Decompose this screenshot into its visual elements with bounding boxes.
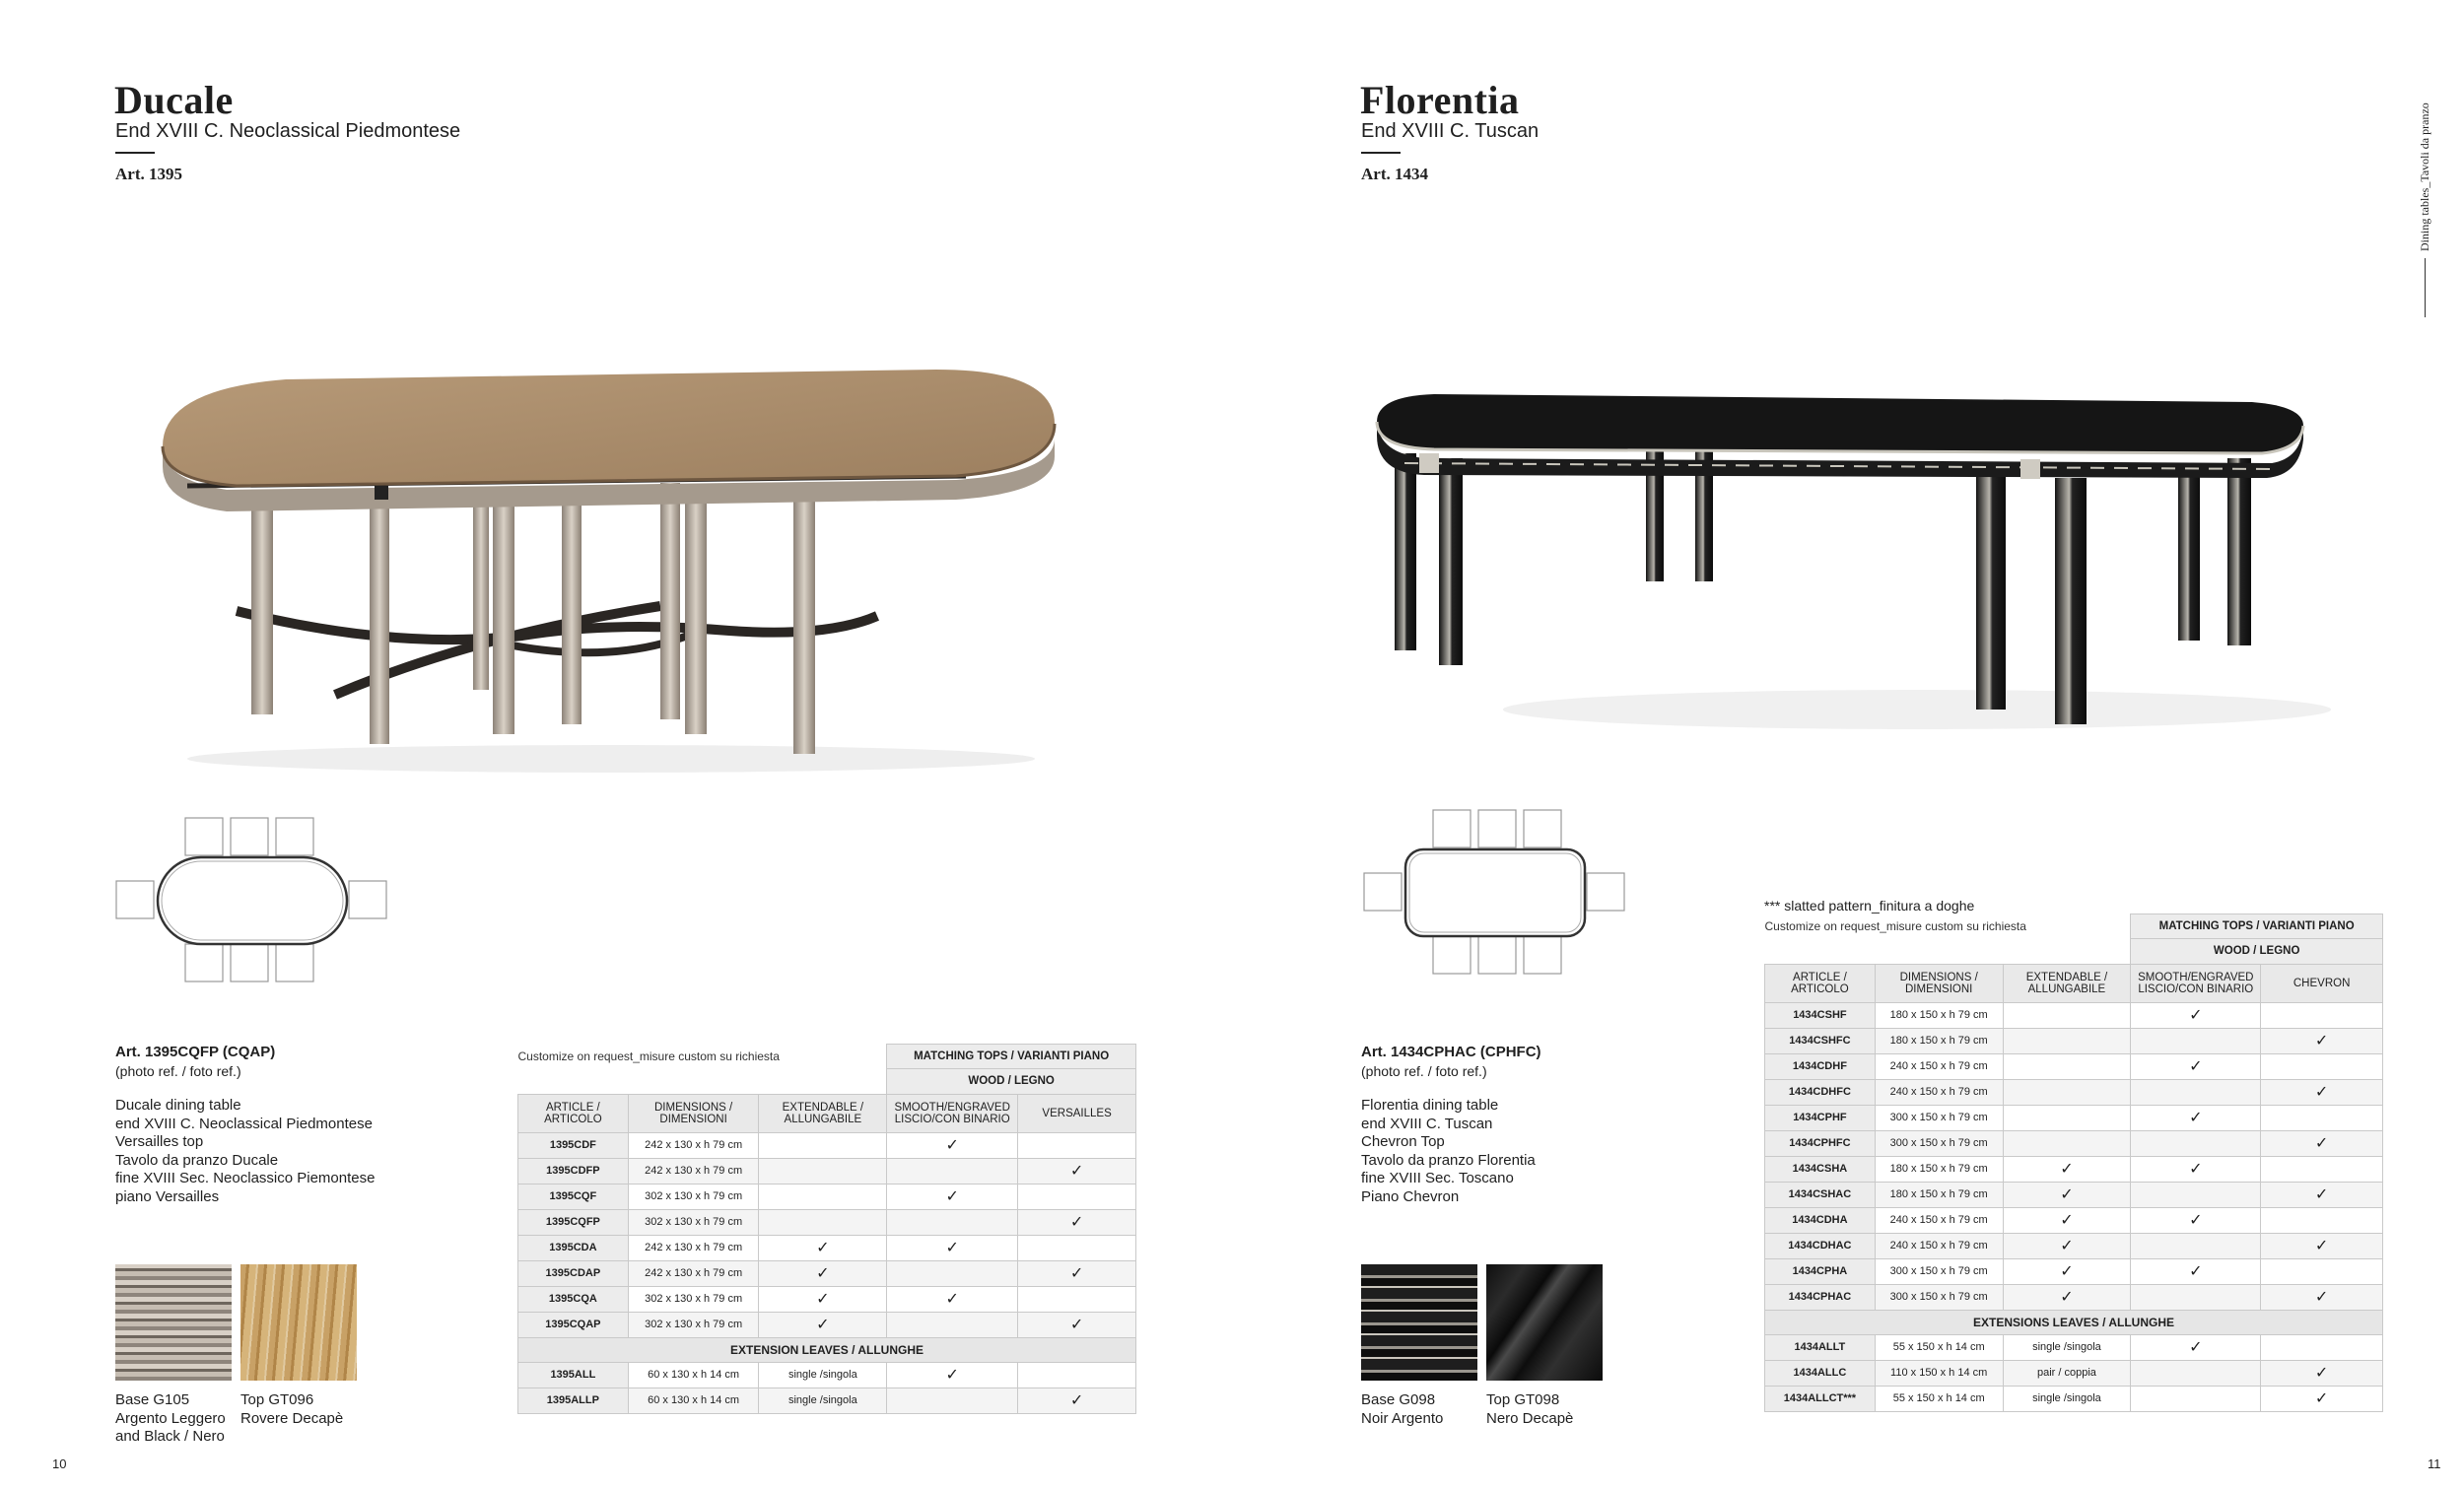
florentia-seating-diagram xyxy=(1362,808,1628,976)
table-row xyxy=(1765,1207,2383,1233)
swatch-base-g105-label: Base G105 Argento Leggero and Black / Nero xyxy=(115,1391,226,1445)
table-cell xyxy=(2003,1079,2131,1105)
swatch-top-gt096-label: Top GT096 Rovere Decapè xyxy=(240,1391,344,1427)
table-cell: ✓ xyxy=(759,1312,887,1337)
table-row xyxy=(518,1184,1136,1209)
table-cell: single /singola xyxy=(2003,1386,2131,1411)
swatch-top-gt098 xyxy=(1486,1264,1603,1381)
ducale-art: Art. 1395 xyxy=(115,165,182,183)
table-cell xyxy=(887,1209,1018,1235)
table-cell: 300 x 150 x h 79 cm xyxy=(1875,1105,2003,1130)
article-code-cell: 1434CPHFC xyxy=(1765,1130,1876,1156)
florentia-rule xyxy=(1361,152,1401,154)
table-cell: ✓ xyxy=(2131,1053,2261,1079)
table-cell: 242 x 130 x h 79 cm xyxy=(628,1235,759,1260)
table-header-row: ARTICLE / ARTICOLO DIMENSIONS / DIMENSIONI EXTENDABLE / ALLUNGABILE SMOOTH/ENGRAVED LISCIO/CON BINARIO VERSAILLES xyxy=(518,1094,1136,1132)
swatch-base-g098 xyxy=(1361,1264,1477,1381)
article-code-cell: 1434CSHF xyxy=(1765,1002,1876,1028)
table-cell xyxy=(887,1158,1018,1184)
swatch-base-g098-label: Base G098 Noir Argento xyxy=(1361,1391,1444,1427)
table-cell: single /singola xyxy=(2003,1334,2131,1360)
table-cell xyxy=(759,1132,887,1158)
florentia-extension-header: EXTENSIONS LEAVES / ALLUNGHE xyxy=(1765,1310,2383,1334)
table-cell: ✓ xyxy=(1018,1387,1136,1413)
table-cell xyxy=(1018,1286,1136,1312)
table-row xyxy=(1765,1233,2383,1258)
florentia-subtitle: End XVIII C. Tuscan xyxy=(1361,120,1540,142)
table-cell xyxy=(2003,1053,2131,1079)
table-cell: 300 x 150 x h 79 cm xyxy=(1875,1284,2003,1310)
article-code-cell: 1434CPHAC xyxy=(1765,1284,1876,1310)
table-cell: ✓ xyxy=(2003,1207,2131,1233)
table-cell: ✓ xyxy=(887,1286,1018,1312)
table-cell: ✓ xyxy=(1018,1209,1136,1235)
table-cell: 60 x 130 x h 14 cm xyxy=(628,1387,759,1413)
article-code-cell: 1395ALL xyxy=(518,1362,629,1387)
table-row xyxy=(518,1286,1136,1312)
table-cell: 55 x 150 x h 14 cm xyxy=(1875,1386,2003,1411)
table-cell xyxy=(887,1260,1018,1286)
table-cell: 242 x 130 x h 79 cm xyxy=(628,1158,759,1184)
article-code-cell: 1395CDFP xyxy=(518,1158,629,1184)
table-cell: 180 x 150 x h 79 cm xyxy=(1875,1156,2003,1182)
table-cell: 302 x 130 x h 79 cm xyxy=(628,1209,759,1235)
table-row xyxy=(518,1209,1136,1235)
table-cell: 300 x 150 x h 79 cm xyxy=(1875,1130,2003,1156)
ducale-subtitle: End XVIII C. Neoclassical Piedmontese xyxy=(115,120,461,142)
article-code-cell: 1434CDHFC xyxy=(1765,1079,1876,1105)
table-cell xyxy=(1018,1132,1136,1158)
table-cell: 302 x 130 x h 79 cm xyxy=(628,1184,759,1209)
table-cell: 240 x 150 x h 79 cm xyxy=(1875,1053,2003,1079)
table-cell: ✓ xyxy=(2261,1182,2383,1207)
table-cell: single /singola xyxy=(759,1387,887,1413)
table-cell xyxy=(2261,1053,2383,1079)
table-cell: 240 x 150 x h 79 cm xyxy=(1875,1207,2003,1233)
ducale-description: Ducale dining table end XVIII C. Neoclassical Piedmontese Versailles top Tavolo da pranzo Ducale fine XVIII Sec. Neoclassico Piemontese piano Versailles xyxy=(115,1097,376,1205)
table-cell: ✓ xyxy=(2003,1182,2131,1207)
table-header-row: ARTICLE / ARTICOLO DIMENSIONS / DIMENSIONI EXTENDABLE / ALLUNGABILE SMOOTH/ENGRAVED LISCIO/CON BINARIO CHEVRON xyxy=(1765,964,2383,1002)
table-cell: ✓ xyxy=(2261,1233,2383,1258)
table-cell xyxy=(2003,1002,2131,1028)
florentia-description: Florentia dining table end XVIII C. Tuscan Chevron Top Tavolo da pranzo Florentia fine XVIII Sec. Toscano Piano Chevron xyxy=(1361,1097,1536,1205)
article-code-cell: 1434CSHFC xyxy=(1765,1028,1876,1053)
article-code-cell: 1434ALLT xyxy=(1765,1334,1876,1360)
florentia-spec-table xyxy=(1764,914,2383,1412)
table-cell: ✓ xyxy=(2003,1233,2131,1258)
article-code-cell: 1395CDAP xyxy=(518,1260,629,1286)
table-cell: 302 x 130 x h 79 cm xyxy=(628,1286,759,1312)
table-row xyxy=(518,1387,1136,1413)
article-code-cell: 1434CSHAC xyxy=(1765,1182,1876,1207)
florentia-art: Art. 1434 xyxy=(1361,165,1428,183)
article-code-cell: 1434CSHA xyxy=(1765,1156,1876,1182)
florentia-table-image xyxy=(1365,384,2351,749)
table-cell: pair / coppia xyxy=(2003,1360,2131,1386)
ducale-matching-header: MATCHING TOPS / VARIANTI PIANO xyxy=(887,1045,1136,1069)
ducale-art-code: Art. 1395CQFP (CQAP) xyxy=(115,1044,276,1060)
article-code-cell: 1434CDHF xyxy=(1765,1053,1876,1079)
table-cell: ✓ xyxy=(2131,1156,2261,1182)
table-row xyxy=(1765,1079,2383,1105)
table-cell: ✓ xyxy=(2261,1386,2383,1411)
table-cell: 242 x 130 x h 79 cm xyxy=(628,1260,759,1286)
table-cell xyxy=(1018,1184,1136,1209)
florentia-slatted-note: *** slatted pattern_finitura a doghe xyxy=(1764,898,1975,914)
table-cell xyxy=(2131,1079,2261,1105)
table-cell: 110 x 150 x h 14 cm xyxy=(1875,1360,2003,1386)
table-cell: ✓ xyxy=(2131,1334,2261,1360)
article-code-cell: 1395ALLP xyxy=(518,1387,629,1413)
table-row xyxy=(1765,1284,2383,1310)
table-cell: 60 x 130 x h 14 cm xyxy=(628,1362,759,1387)
ducale-title: Ducale xyxy=(114,78,234,122)
table-cell xyxy=(1018,1235,1136,1260)
article-code-cell: 1434CDHA xyxy=(1765,1207,1876,1233)
table-row xyxy=(518,1362,1136,1387)
table-cell: ✓ xyxy=(2131,1207,2261,1233)
table-cell: ✓ xyxy=(887,1235,1018,1260)
table-cell xyxy=(2131,1233,2261,1258)
table-cell xyxy=(2003,1028,2131,1053)
florentia-wood-header: WOOD / LEGNO xyxy=(2131,939,2383,965)
table-row xyxy=(1765,1156,2383,1182)
table-cell xyxy=(2131,1028,2261,1053)
table-cell: ✓ xyxy=(759,1260,887,1286)
table-cell xyxy=(887,1387,1018,1413)
table-cell: ✓ xyxy=(1018,1158,1136,1184)
article-code-cell: 1434CDHAC xyxy=(1765,1233,1876,1258)
article-code-cell: 1434ALLCT*** xyxy=(1765,1386,1876,1411)
table-cell: ✓ xyxy=(2131,1258,2261,1284)
article-code-cell: 1395CQAP xyxy=(518,1312,629,1337)
table-cell: 240 x 150 x h 79 cm xyxy=(1875,1079,2003,1105)
ducale-rule xyxy=(115,152,155,154)
table-cell xyxy=(2003,1105,2131,1130)
article-code-cell: 1434ALLC xyxy=(1765,1360,1876,1386)
ducale-customize-note: Customize on request_misure custom su richiesta xyxy=(517,1049,780,1063)
table-cell: ✓ xyxy=(2003,1258,2131,1284)
table-row xyxy=(1765,1028,2383,1053)
article-code-cell: 1395CQA xyxy=(518,1286,629,1312)
table-cell xyxy=(2131,1386,2261,1411)
table-cell: ✓ xyxy=(887,1362,1018,1387)
ducale-wood-header: WOOD / LEGNO xyxy=(887,1069,1136,1095)
ducale-seating-diagram xyxy=(114,816,390,983)
table-cell xyxy=(2131,1284,2261,1310)
table-cell: ✓ xyxy=(887,1132,1018,1158)
table-cell xyxy=(2261,1207,2383,1233)
florentia-matching-header: MATCHING TOPS / VARIANTI PIANO xyxy=(2131,914,2383,939)
table-cell: ✓ xyxy=(2003,1156,2131,1182)
swatch-top-gt096 xyxy=(240,1264,357,1381)
ducale-spec-table xyxy=(517,1044,1136,1414)
article-code-cell: 1395CDA xyxy=(518,1235,629,1260)
table-cell xyxy=(2261,1002,2383,1028)
table-row xyxy=(1765,1130,2383,1156)
table-cell: ✓ xyxy=(2261,1079,2383,1105)
table-cell: 242 x 130 x h 79 cm xyxy=(628,1132,759,1158)
table-cell xyxy=(759,1158,887,1184)
table-cell: 180 x 150 x h 79 cm xyxy=(1875,1002,2003,1028)
table-cell xyxy=(2003,1130,2131,1156)
table-row xyxy=(518,1132,1136,1158)
table-cell: ✓ xyxy=(887,1184,1018,1209)
side-section-label: Dining tables_Tavoli da pranzo xyxy=(2418,102,2431,251)
table-cell xyxy=(2131,1182,2261,1207)
table-cell: ✓ xyxy=(2003,1284,2131,1310)
table-row xyxy=(1765,1334,2383,1360)
table-cell: ✓ xyxy=(2261,1130,2383,1156)
table-row xyxy=(1765,1182,2383,1207)
table-cell xyxy=(759,1209,887,1235)
article-code-cell: 1395CQF xyxy=(518,1184,629,1209)
ducale-extension-header: EXTENSION LEAVES / ALLUNGHE xyxy=(518,1337,1136,1362)
ducale-table-image xyxy=(148,370,1084,774)
table-cell xyxy=(2131,1360,2261,1386)
table-row xyxy=(1765,1258,2383,1284)
table-row xyxy=(1765,1053,2383,1079)
side-label-rule xyxy=(2425,258,2426,317)
table-cell: single /singola xyxy=(759,1362,887,1387)
table-cell: ✓ xyxy=(1018,1312,1136,1337)
table-cell: ✓ xyxy=(2131,1002,2261,1028)
page-number-right: 11 xyxy=(2428,1456,2441,1471)
table-row xyxy=(518,1260,1136,1286)
table-row xyxy=(1765,1105,2383,1130)
page-number-left: 10 xyxy=(52,1456,67,1471)
table-cell xyxy=(2131,1130,2261,1156)
table-cell: 300 x 150 x h 79 cm xyxy=(1875,1258,2003,1284)
table-cell: 180 x 150 x h 79 cm xyxy=(1875,1182,2003,1207)
florentia-customize-note: Customize on request_misure custom su richiesta xyxy=(1764,919,2026,933)
article-code-cell: 1395CQFP xyxy=(518,1209,629,1235)
table-cell xyxy=(2261,1258,2383,1284)
table-cell xyxy=(2261,1334,2383,1360)
table-cell: 180 x 150 x h 79 cm xyxy=(1875,1028,2003,1053)
table-cell: ✓ xyxy=(2261,1360,2383,1386)
article-code-cell: 1434CPHA xyxy=(1765,1258,1876,1284)
florentia-photo-ref: (photo ref. / foto ref.) xyxy=(1361,1063,1487,1079)
table-row xyxy=(1765,1386,2383,1411)
table-row xyxy=(518,1158,1136,1184)
table-cell: ✓ xyxy=(759,1235,887,1260)
table-cell: ✓ xyxy=(2131,1105,2261,1130)
table-cell: ✓ xyxy=(2261,1284,2383,1310)
florentia-title: Florentia xyxy=(1360,78,1520,122)
table-row xyxy=(1765,1360,2383,1386)
table-cell xyxy=(887,1312,1018,1337)
article-code-cell: 1434CPHF xyxy=(1765,1105,1876,1130)
table-row xyxy=(1765,1002,2383,1028)
table-cell: 240 x 150 x h 79 cm xyxy=(1875,1233,2003,1258)
table-cell: 302 x 130 x h 79 cm xyxy=(628,1312,759,1337)
table-row xyxy=(518,1235,1136,1260)
table-cell xyxy=(1018,1362,1136,1387)
table-cell xyxy=(759,1184,887,1209)
florentia-art-code: Art. 1434CPHAC (CPHFC) xyxy=(1361,1044,1541,1060)
table-cell xyxy=(2261,1156,2383,1182)
swatch-top-gt098-label: Top GT098 Nero Decapè xyxy=(1486,1391,1574,1427)
table-cell: ✓ xyxy=(759,1286,887,1312)
article-code-cell: 1395CDF xyxy=(518,1132,629,1158)
swatch-base-g105 xyxy=(115,1264,232,1381)
ducale-photo-ref: (photo ref. / foto ref.) xyxy=(115,1063,241,1079)
table-cell: ✓ xyxy=(2261,1028,2383,1053)
table-cell: ✓ xyxy=(1018,1260,1136,1286)
table-cell: 55 x 150 x h 14 cm xyxy=(1875,1334,2003,1360)
table-cell xyxy=(2261,1105,2383,1130)
table-row xyxy=(518,1312,1136,1337)
